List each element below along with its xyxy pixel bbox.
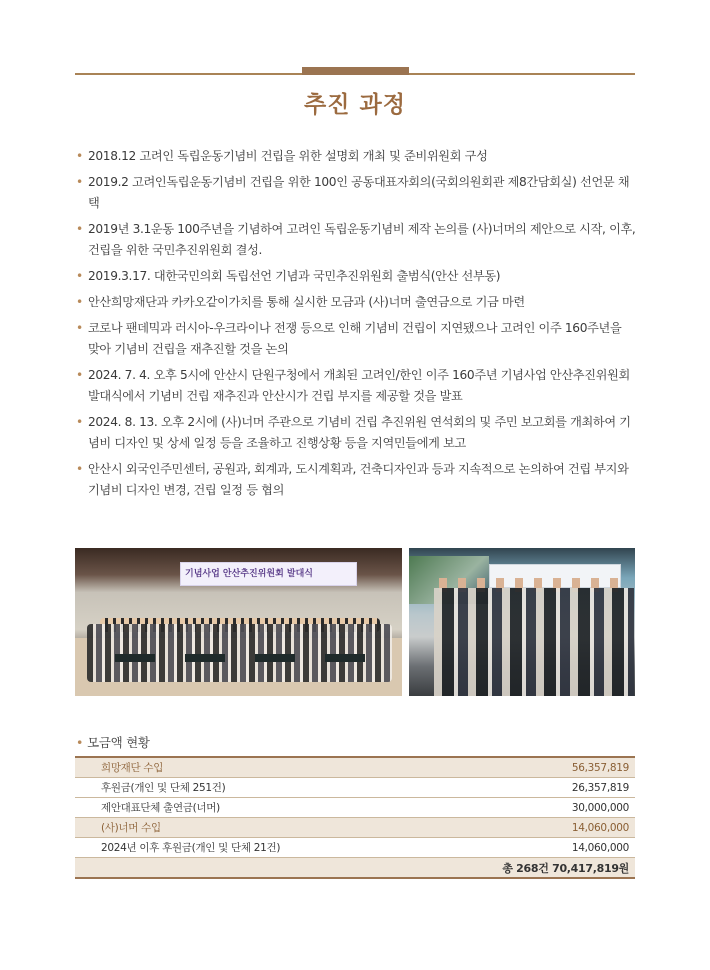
bullet-icon: •	[76, 735, 84, 750]
fund-label: 희망재단 수입	[75, 757, 423, 778]
table-row	[75, 798, 635, 818]
timeline-item: • 2019년 3.1운동 100주년을 기념하여 고려인 독립운동기념비 제작 논의를 (사)너머의 제안으로 시작, 이후, 건립을 위한 국민추진위원회 결성.	[76, 219, 636, 261]
fund-value: 26,357,819	[423, 778, 635, 798]
fund-label: 후원금(개인 및 단체 251건)	[75, 778, 423, 798]
timeline-item: • 2024. 8. 13. 오후 2시에 (사)너머 주관으로 기념비 건립 추진위원 연석회의 및 주민 보고회를 개최하여 기념비 디자인 및 상세 일정 등을 조율하고 진행상황 등을 지역민들에게 보고	[76, 412, 636, 454]
table-row	[75, 838, 635, 858]
photo-joint-meeting	[409, 548, 635, 696]
top-tab-accent	[302, 67, 409, 75]
timeline-item: • 안산희망재단과 카카오같이가치를 통해 실시한 모금과 (사)너머 출연금으로 기금 마련	[76, 292, 636, 313]
timeline-item: • 안산시 외국인주민센터, 공원과, 회계과, 도시계획과, 건축디자인과 등과 지속적으로 논의하여 건립 부지와 기념비 디자인 변경, 건립 일정 등 협의	[76, 459, 636, 501]
fund-label: 2024년 이후 후원금(개인 및 단체 21건)	[75, 838, 423, 858]
fund-table	[75, 756, 635, 879]
photo-sign	[185, 654, 225, 662]
timeline-item: • 2019.3.17. 대한국민의회 독립선언 기념과 국민추진위원회 출범식(안산 선부동)	[76, 266, 636, 287]
timeline-item: • 2018.12 고려인 독립운동기념비 건립을 위한 설명회 개최 및 준비위원회 구성	[76, 146, 636, 167]
photo-launch-ceremony	[75, 548, 402, 696]
photo-sign	[115, 654, 155, 662]
timeline-item: • 2024. 7. 4. 오후 5시에 안산시 단원구청에서 개최된 고려인/한인 이주 160주년 기념사업 안산추진위원회 발대식에서 기념비 건립 재추진과 안산시가 건립 부지를 제공할 것을 발표	[76, 365, 636, 407]
bullet-icon: •	[76, 415, 83, 429]
bullet-icon: •	[76, 149, 83, 163]
fund-value: 30,000,000	[423, 798, 635, 818]
bullet-icon: •	[76, 222, 83, 236]
bullet-icon: •	[76, 175, 83, 189]
table-total-row	[75, 858, 635, 879]
photo-banner-text: 기념사업 안산추진위원회 발대식	[185, 569, 313, 579]
fund-total: 총 268건 70,417,819원	[423, 858, 635, 879]
photo-crowd	[87, 624, 392, 682]
table-row	[75, 778, 635, 798]
photo-banner	[180, 562, 357, 586]
fund-value: 56,357,819	[423, 757, 635, 778]
fund-section-title: • 모금액 현황	[76, 735, 150, 750]
bullet-icon: •	[76, 269, 83, 283]
fund-label: (사)너머 수입	[75, 818, 423, 838]
bullet-icon: •	[76, 321, 83, 335]
fund-value: 14,060,000	[423, 838, 635, 858]
fund-total-spacer	[75, 858, 423, 879]
photo-group	[434, 588, 634, 696]
photo-sign	[255, 654, 295, 662]
timeline-item: • 2019.2 고려인독립운동기념비 건립을 위한 100인 공동대표자회의(국회의원회관 제8간담회실) 선언문 채택	[76, 172, 636, 214]
fund-value: 14,060,000	[423, 818, 635, 838]
bullet-icon: •	[76, 368, 83, 382]
photo-sign	[325, 654, 365, 662]
table-row	[75, 757, 635, 778]
bullet-icon: •	[76, 295, 83, 309]
section-heading: 추진 과정	[304, 92, 406, 118]
fund-label: 제안대표단체 출연금(너머)	[75, 798, 423, 818]
table-row	[75, 818, 635, 838]
bullet-icon: •	[76, 462, 83, 476]
timeline-list	[76, 146, 636, 506]
timeline-item: • 코로나 팬데믹과 러시아-우크라이나 전쟁 등으로 인해 기념비 건립이 지연됐으나 고려인 이주 160주년을 맞아 기념비 건립을 재추진할 것을 논의	[76, 318, 636, 360]
